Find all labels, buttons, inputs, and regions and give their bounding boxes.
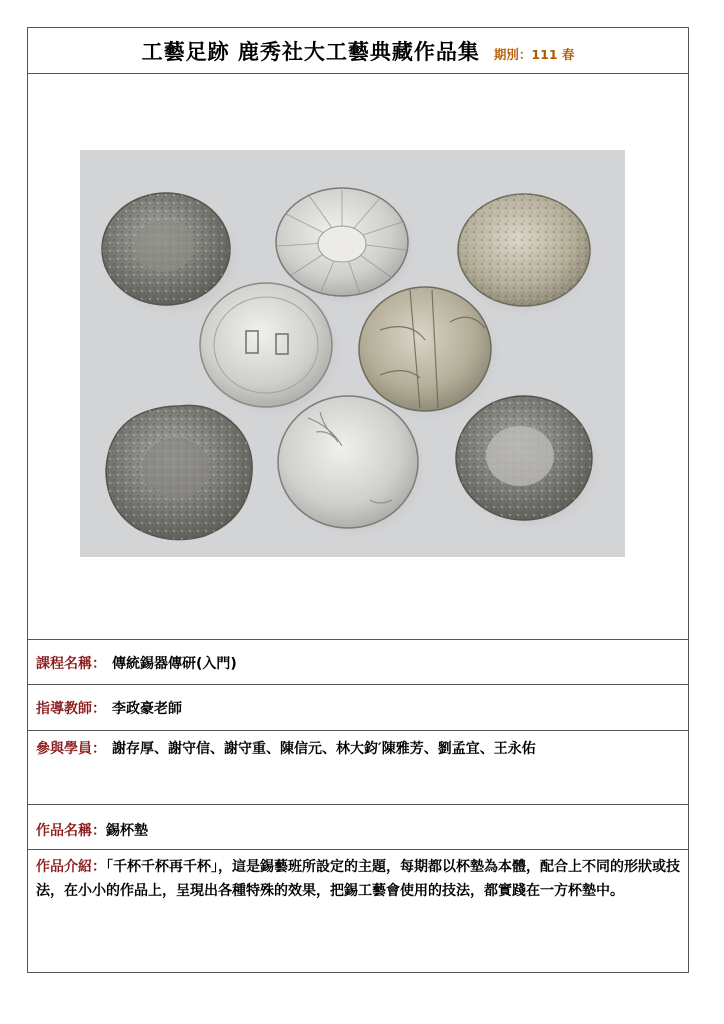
coaster-character xyxy=(200,283,332,407)
course-label: 課程名稱： xyxy=(36,656,106,672)
teacher-label: 指導教師： xyxy=(36,701,106,717)
coaster-rays xyxy=(276,188,408,296)
intro-label: 作品介紹： xyxy=(36,859,106,875)
members-row xyxy=(28,731,688,805)
coaster-bamboo xyxy=(359,287,491,411)
intro-value: 「千杯千杯再千杯」，這是錫藝班所設定的主題，每期都以杯墊為本體，配合上不同的形狀或技法，在小小的作品上，呈現出各種特殊的效果，把錫工藝會使用的技法，都實踐在一方杯墊中。 xyxy=(36,859,680,899)
coaster-hammered-1 xyxy=(102,193,230,305)
intro-row xyxy=(28,850,688,974)
coasters-illustration xyxy=(80,150,625,557)
photo-cell xyxy=(28,74,688,640)
teacher-row xyxy=(28,685,688,731)
work-row xyxy=(28,805,688,850)
coaster-hammered-4 xyxy=(456,396,592,520)
teacher-value: 李政豪老師 xyxy=(112,701,182,717)
course-row xyxy=(28,640,688,685)
period-label: 期別：111 春 xyxy=(493,46,575,62)
coaster-leaf xyxy=(278,396,418,528)
work-label: 作品名稱： xyxy=(36,823,106,839)
catalog-sheet xyxy=(27,27,689,973)
coaster-hammered-3 xyxy=(106,405,252,539)
members-label: 參與學員： xyxy=(36,741,106,757)
work-value: 錫杯墊 xyxy=(106,823,148,839)
course-value: 傳統錫器傳研(入門) xyxy=(112,656,237,672)
coaster-hammered-2 xyxy=(458,194,590,306)
header-row xyxy=(28,28,688,74)
page-title: 工藝足跡 鹿秀社大工藝典藏作品集 xyxy=(141,39,480,64)
members-value: 謝存厚、謝守信、謝守重、陳信元、林大鈞′陳雅芳、劉孟宜、王永佑 xyxy=(112,741,536,757)
pewter-coasters-photo xyxy=(80,150,625,557)
